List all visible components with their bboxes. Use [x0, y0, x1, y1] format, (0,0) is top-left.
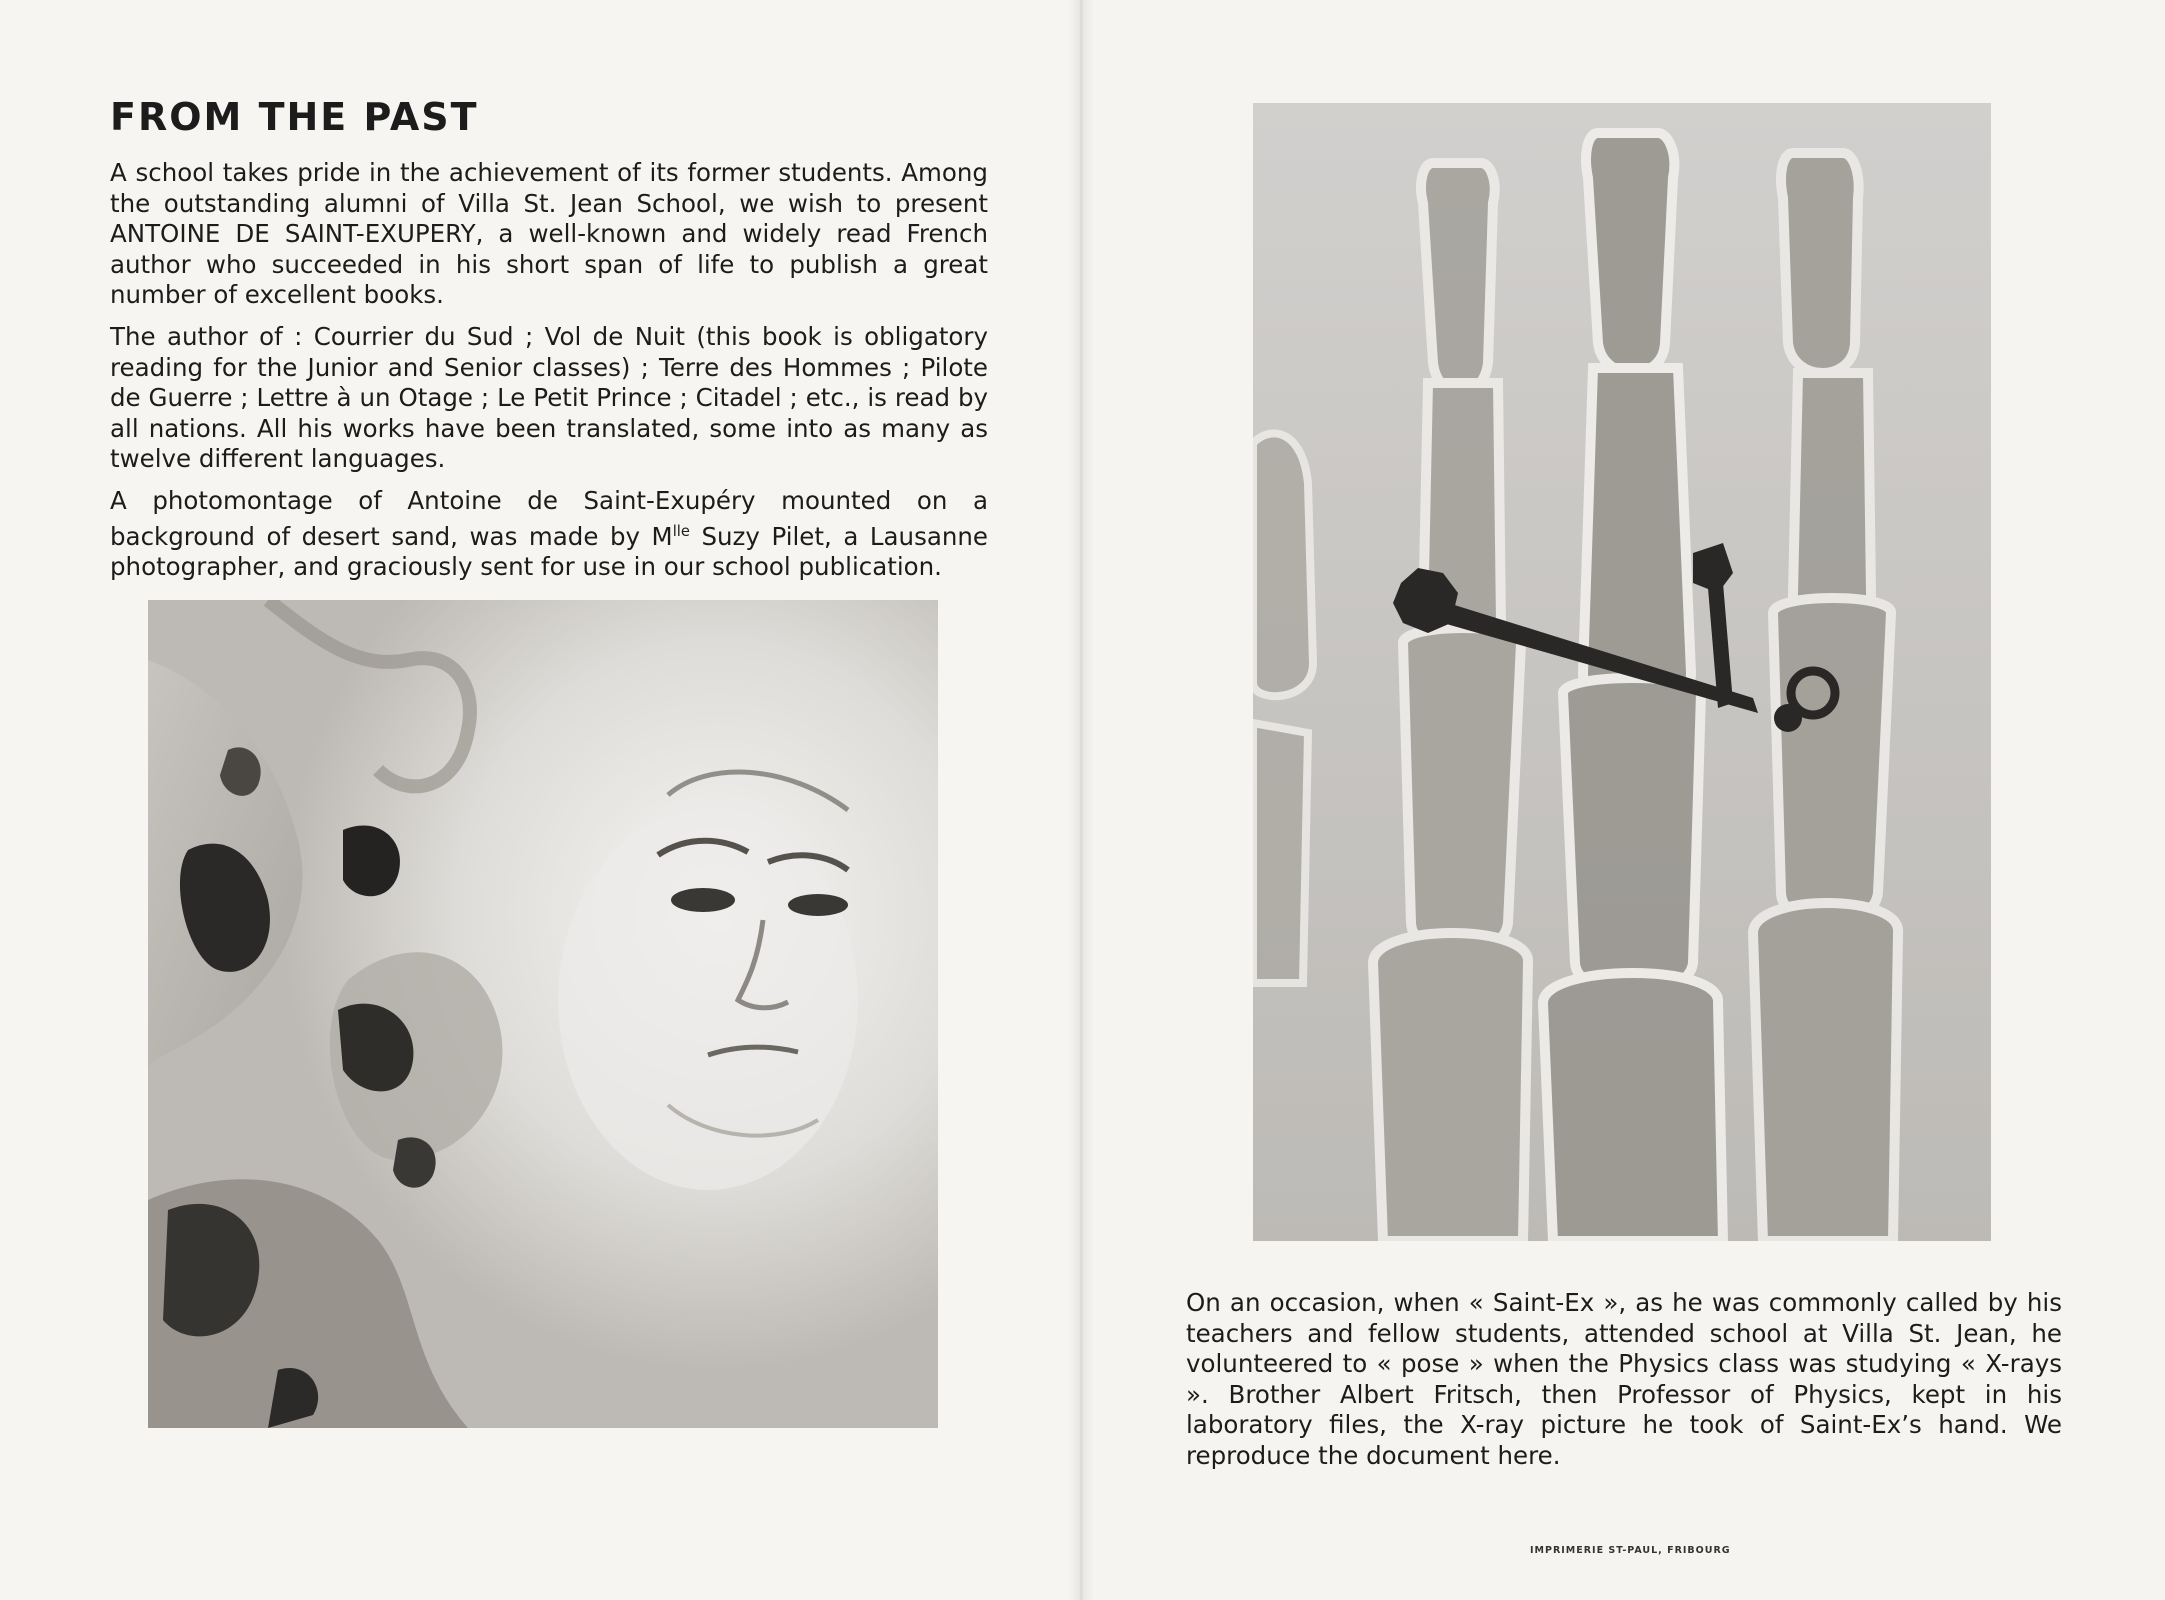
intro-paragraph: A school takes pride in the achievement of its former students. Among the outstanding alumni of Villa St. Jean School, we wish to present ANTOINE DE SAINT-EXUPERY, a well-known and widely read French author who succeeded in his short span of life to publish a great number of excellent books.	[110, 158, 988, 309]
photomontage-text-start: A photomontage of Antoine de Saint-Exupéry mounted on a background of desert sand, was made by M	[110, 486, 988, 551]
xray-illustration	[1253, 103, 1991, 1241]
works-paragraph: The author of : Courrier du Sud ; Vol de Nuit (this book is obligatory reading for the Junior and Senior classes) ; Terre des Hommes ; Pilote de Guerre ; Lettre à un Otage ; Le Petit Prince ; Citadel ; etc., is read by all nations. All his works have been translated, some into as many as twelve different languages.	[110, 322, 988, 473]
right-page	[1081, 0, 2165, 1600]
mademoiselle-superscript: lle	[672, 522, 690, 540]
photomontage-text-end: Suzy Pilet, a Lausanne photographer, and graciously sent for use in our school publication.	[110, 521, 988, 582]
photomontage-image	[148, 600, 938, 1428]
printer-imprint: IMPRIMERIE ST-PAUL, FRIBOURG	[1530, 1545, 1731, 1556]
left-page	[0, 0, 1081, 1600]
xray-hand-image	[1253, 103, 1991, 1241]
xray-caption: On an occasion, when « Saint-Ex », as he was commonly called by his teachers and fellow students, attended school at Villa St. Jean, he volunteered to « pose » when the Physics class was studying « X-rays ». Brother Albert Fritsch, then Professor of Physics, kept in his laboratory files, the X-ray picture he took of Saint-Ex’s hand. We reproduce the document here.	[1186, 1288, 2062, 1470]
page-title: FROM THE PAST	[110, 95, 479, 139]
page-gutter	[1068, 0, 1094, 1600]
photomontage-paragraph	[110, 486, 988, 583]
photomontage-illustration	[148, 600, 938, 1428]
